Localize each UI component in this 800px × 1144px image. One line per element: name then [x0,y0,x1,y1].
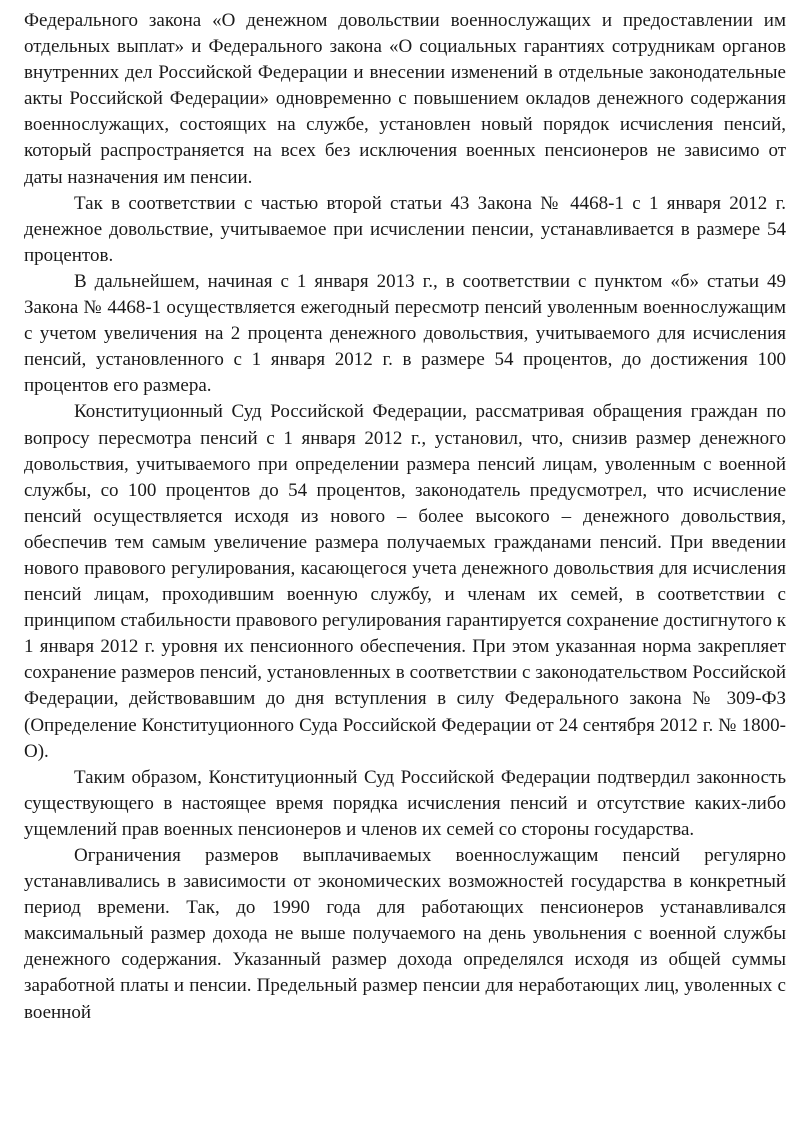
paragraph-article-49: В дальнейшем, начиная с 1 января 2013 г., в соответствии с пунктом «б» статьи 49 Закона № 4468-1 осуществляется ежегодный пересмотр пенсий уволенным военнослужащим с учетом увеличения на 2 процента денежного довольствия, учитываемого для исчисления пенсий, установленного с 1 января 2012 г. в размере 54 процентов, до достижения 100 процентов его размера. [24,270,786,397]
paragraph-pension-limits: Ограничения размеров выплачиваемых военнослужащим пенсий регулярно устанавливались в зависимости от экономических возможностей государства в конкретный период времени. Так, до 1990 года для работающих пенсионеров устанавливался максимальный размер дохода не выше получаемого на день увольнения с военной службы денежного содержания. Указанный размер дохода определялся исходя из общей суммы заработной платы и пенсии. Предельный размер пенсии для неработающих лиц, уволенных с военной [24,845,786,1023]
paragraph-conclusion: Таким образом, Конституционный Суд Российской Федерации подтвердил законность существующего в настоящее время порядка исчисления пенсий и отсутствие каких-либо ущемлений прав военных пенсионеров и членов их семей со стороны государства. [24,766,786,840]
paragraph-constitutional-court: Конституционный Суд Российской Федерации, рассматривая обращения граждан по вопросу пересмотра пенсий с 1 января 2012 г., установил, что, снизив размер денежного довольствия, учитываемого при определении размера пенсий лицам, уволенным с военной службы, со 100 процентов до 54 процентов, законодатель предусмотрел, что исчисление пенсий осуществляется исходя из нового – более высокого – денежного довольствия, обеспечив тем самым увеличение размера получаемых гражданами пенсий. При введении нового правового регулирования, касающегося учета денежного довольствия для исчисления пенсий лицам, проходившим военную службу, и членам их семей, в соответствии с принципом стабильности правового регулирования гарантируется сохранение достигнутого к 1 января 2012 г. уровня их пенсионного обеспечения. При этом указанная норма закрепляет сохранение размеров пенсий, установленных в соответствии с законодательством Российской Федерации, действовавшим до дня вступления в силу Федерального закона № 309-ФЗ (Определение Конституционного Суда Российской Федерации от 24 сентября 2012 г. № 1800-О). [24,401,786,762]
paragraph-article-43: Так в соответствии с частью второй статьи 43 Закона № 4468-1 с 1 января 2012 г. денежное довольствие, учитываемое при исчислении пенсии, устанавливается в размере 54 процентов. [24,192,786,266]
paragraph-federal-laws: Федерального закона «О денежном довольствии военнослужащих и предоставлении им отдельных выплат» и Федерального закона «О социальных гарантиях сотрудникам органов внутренних дел Российской Федерации и внесении изменений в отдельные законодательные акты Российской Федерации» одновременно с повышением окладов денежного содержания военнослужащих, состоящих на службе, установлен новый порядок исчисления пенсий, который распространяется на всех без исключения военных пенсионеров не зависимо от даты назначения им пенсии. [24,10,786,188]
